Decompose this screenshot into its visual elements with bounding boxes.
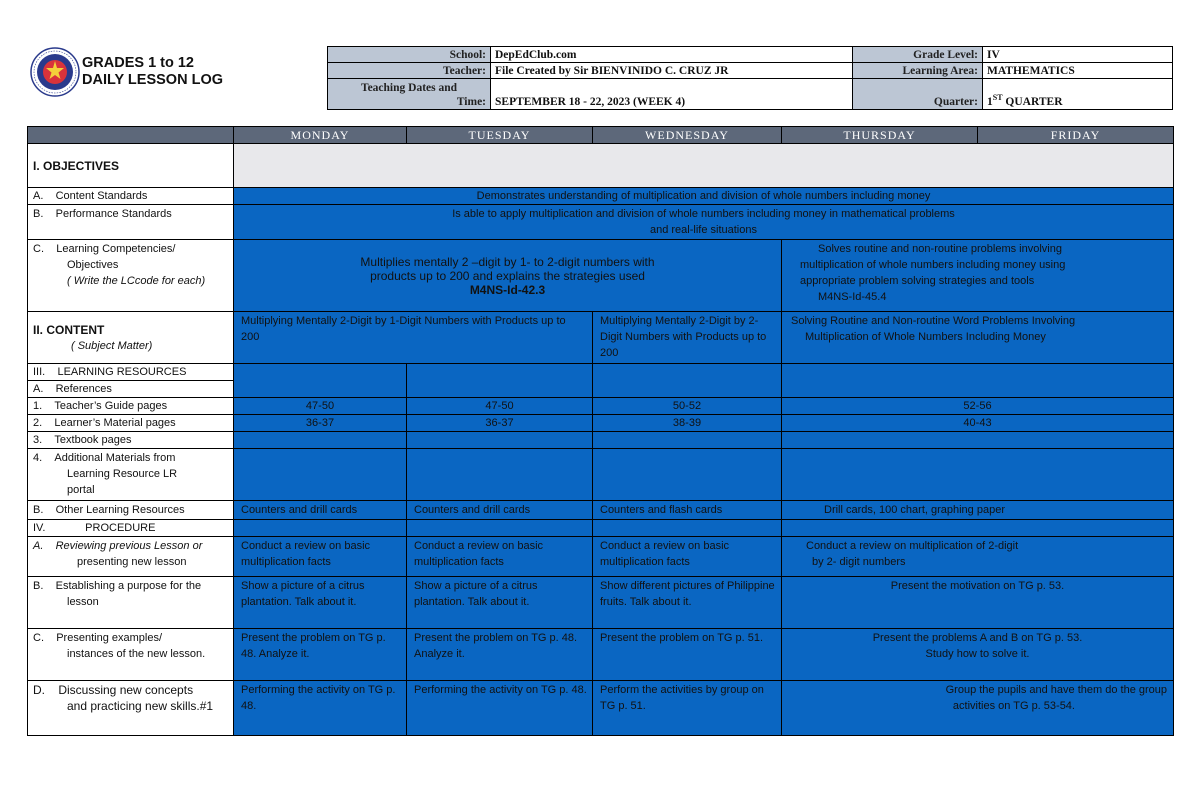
additional-materials-wed: [593, 449, 782, 501]
presenting-label: [28, 629, 234, 681]
textbook-wed: [593, 432, 782, 449]
other-resources-tue: Counters and drill cards: [407, 501, 593, 520]
objectives-row: [28, 144, 1174, 188]
review-wed: Conduct a review on basic multiplication facts: [593, 537, 782, 577]
other-resources-label: B. Other Learning Resources: [28, 501, 234, 520]
content-row: [28, 312, 1174, 364]
purpose-tue: Show a picture of a citrus plantation. Talk about it.: [407, 577, 593, 629]
discussing-tue: Performing the activity on TG p. 48.: [407, 681, 593, 736]
competencies-row: [28, 240, 1174, 312]
presenting-thu-fri: [782, 629, 1174, 681]
content-standards-text: Demonstrates understanding of multiplication and division of whole numbers including money: [234, 188, 1174, 205]
discussing-label-2: and practicing new skills.#1: [67, 699, 214, 713]
lesson-log-table: [27, 126, 1174, 736]
learning-resources-tue: [407, 364, 593, 398]
content-thf-line-2: Multiplication of Whole Numbers Including Money: [805, 331, 1046, 343]
day-wednesday: WEDNESDAY: [593, 127, 782, 144]
learners-material-label: 2. Learner’s Material pages: [28, 415, 234, 432]
additional-materials-label: [28, 449, 234, 501]
procedure-row: [28, 520, 1174, 537]
purpose-label-1: B. Establishing a purpose for the: [33, 580, 202, 592]
performance-standards-label: B. Performance Standards: [28, 205, 234, 240]
discussing-thf-line-2: activities on TG p. 53-54.: [952, 700, 1075, 712]
header-info-table: [327, 46, 1173, 110]
grade-level-label: Grade Level:: [853, 47, 983, 63]
review-mon: Conduct a review on basic multiplication facts: [234, 537, 407, 577]
purpose-row: [28, 577, 1174, 629]
presenting-tue: Present the problem on TG p. 48. Analyze it.: [407, 629, 593, 681]
quarter-suffix: ST: [992, 93, 1003, 103]
procedure-mon: [234, 520, 407, 537]
competencies-thf-code: M4NS-Id-45.4: [818, 291, 887, 303]
content-label-title: II. CONTENT: [33, 322, 105, 337]
textbook-mon: [234, 432, 407, 449]
discussing-thu-fri: [782, 681, 1174, 736]
teaching-dates-label-1: Teaching Dates and: [360, 82, 458, 94]
textbook-label: 3. Textbook pages: [28, 432, 234, 449]
tg-pages-wed: 50-52: [593, 398, 782, 415]
competencies-thf-line-3: appropriate problem solving strategies and tools: [800, 275, 1035, 287]
tg-pages-thu-fri: 52-56: [782, 398, 1174, 415]
presenting-label-2: instances of the new lesson.: [67, 648, 206, 660]
purpose-thu-fri: Present the motivation on TG p. 53.: [782, 577, 1174, 629]
presenting-thf-line-1: Present the problems A and B on TG p. 53.: [872, 632, 1083, 644]
content-label-sub: ( Subject Matter): [71, 339, 153, 352]
presenting-wed: Present the problem on TG p. 51.: [593, 629, 782, 681]
quarter-number: 1: [987, 96, 993, 108]
textbook-tue: [407, 432, 593, 449]
teaching-dates-label-2: Time:: [456, 96, 486, 108]
day-tuesday: TUESDAY: [407, 127, 593, 144]
objectives-label: I. OBJECTIVES: [28, 144, 234, 188]
day-monday: MONDAY: [234, 127, 407, 144]
additional-materials-tue: [407, 449, 593, 501]
review-thu-fri: [782, 537, 1174, 577]
discussing-thf-line-1: Group the pupils and have them do the group: [945, 684, 1167, 696]
textbook-row: [28, 432, 1174, 449]
content-thf-line-1: Solving Routine and Non-routine Word Problems Involving: [791, 315, 1076, 327]
purpose-label-2: lesson: [67, 596, 99, 608]
presenting-row: [28, 629, 1174, 681]
teacher-label: Teacher:: [328, 63, 491, 79]
school-value: DepEdClub.com: [491, 47, 853, 63]
quarter-value: [983, 79, 1173, 110]
additional-materials-mon: [234, 449, 407, 501]
competencies-mtw-line-2: products up to 200 and explains the strategies used: [370, 268, 645, 283]
competencies-label-1: C. Learning Competencies/: [33, 243, 176, 255]
procedure-wed: [593, 520, 782, 537]
other-resources-thu-fri: Drill cards, 100 chart, graphing paper: [782, 501, 1174, 520]
competencies-thf-line-1: Solves routine and non-routine problems involving: [818, 243, 1062, 255]
other-resources-wed: Counters and flash cards: [593, 501, 782, 520]
additional-materials-thu-fri: [782, 449, 1174, 501]
day-friday: FRIDAY: [978, 127, 1174, 144]
learning-area-value: MATHEMATICS: [983, 63, 1173, 79]
discussing-label: [28, 681, 234, 736]
review-thf-line-1: Conduct a review on multiplication of 2-digit: [806, 540, 1019, 552]
teaching-dates-value: SEPTEMBER 18 - 22, 2023 (WEEK 4): [491, 79, 853, 110]
day-header-row: [28, 127, 1174, 144]
review-row: [28, 537, 1174, 577]
learning-resources-wed: [593, 364, 782, 398]
performance-standards-row: [28, 205, 1174, 240]
presenting-mon: Present the problem on TG p. 48. Analyze it.: [234, 629, 407, 681]
performance-standards-line-2: and real-life situations: [649, 224, 757, 236]
teachers-guide-row: [28, 398, 1174, 415]
competencies-label-3: ( Write the LCcode for each): [67, 275, 206, 287]
lm-pages-tue: 36-37: [407, 415, 593, 432]
textbook-thu-fri: [782, 432, 1174, 449]
additional-materials-label-3: portal: [67, 484, 95, 496]
day-header-corner: [28, 127, 234, 144]
procedure-label: IV. PROCEDURE: [28, 520, 234, 537]
discussing-row: [28, 681, 1174, 736]
quarter-word: QUARTER: [1005, 96, 1063, 108]
content-wed: Multiplying Mentally 2-Digit by 2-Digit Numbers with Products up to 200: [593, 312, 782, 364]
purpose-label: [28, 577, 234, 629]
additional-materials-label-1: 4. Additional Materials from: [33, 452, 176, 464]
presenting-label-1: C. Presenting examples/: [33, 632, 163, 644]
learning-resources-label: III. LEARNING RESOURCES: [28, 364, 234, 381]
discussing-label-1: D. Discussing new concepts: [33, 683, 194, 697]
title-line-2: DAILY LESSON LOG: [82, 72, 223, 88]
content-standards-row: [28, 188, 1174, 205]
competencies-mtw-line-1: Multiplies mentally 2 –digit by 1- to 2-digit numbers with: [360, 254, 655, 269]
competencies-thu-fri: [782, 240, 1174, 312]
teachers-guide-label: 1. Teacher’s Guide pages: [28, 398, 234, 415]
purpose-mon: Show a picture of a citrus plantation. Talk about it.: [234, 577, 407, 629]
purpose-wed: Show different pictures of Philippine fruits. Talk about it.: [593, 577, 782, 629]
lm-pages-wed: 38-39: [593, 415, 782, 432]
other-resources-row: [28, 501, 1174, 520]
competencies-label: [28, 240, 234, 312]
school-label: School:: [328, 47, 491, 63]
review-label-1: A. Reviewing previous Lesson or: [33, 540, 203, 552]
content-label: [28, 312, 234, 364]
performance-standards-text: [234, 205, 1174, 240]
grade-level-value: IV: [983, 47, 1173, 63]
content-mon-tue: Multiplying Mentally 2-Digit by 1-Digit Numbers with Products up to 200: [234, 312, 593, 364]
lm-pages-mon: 36-37: [234, 415, 407, 432]
teaching-dates-label: [328, 79, 491, 110]
learning-area-label: Learning Area:: [853, 63, 983, 79]
learning-resources-thu-fri: [782, 364, 1174, 398]
discussing-wed: Perform the activities by group on TG p. 51.: [593, 681, 782, 736]
learning-resources-mon: [234, 364, 407, 398]
deped-seal-logo: [30, 47, 80, 97]
additional-materials-row: [28, 449, 1174, 501]
lm-pages-thu-fri: 40-43: [782, 415, 1174, 432]
discussing-mon: Performing the activity on TG p. 48.: [234, 681, 407, 736]
presenting-thf-line-2: Study how to solve it.: [925, 648, 1030, 660]
competencies-mtw-code: M4NS-Id-42.3: [469, 282, 546, 297]
review-thf-line-2: by 2- digit numbers: [812, 556, 906, 568]
review-tue: Conduct a review on basic multiplication facts: [407, 537, 593, 577]
day-thursday: THURSDAY: [782, 127, 978, 144]
learners-material-row: [28, 415, 1174, 432]
competencies-thf-line-2: multiplication of whole numbers including money using: [800, 259, 1066, 271]
procedure-tue: [407, 520, 593, 537]
tg-pages-tue: 47-50: [407, 398, 593, 415]
teacher-value: File Created by Sir BIENVINIDO C. CRUZ JR: [491, 63, 853, 79]
quarter-label: Quarter:: [853, 79, 983, 110]
references-label: A. References: [28, 381, 234, 398]
content-thu-fri: [782, 312, 1174, 364]
learning-resources-row: [28, 364, 1174, 381]
objectives-cell: [234, 144, 1174, 188]
competencies-mon-wed: [234, 240, 782, 312]
review-label-2: presenting new lesson: [77, 556, 187, 568]
content-standards-label: A. Content Standards: [28, 188, 234, 205]
review-label: [28, 537, 234, 577]
additional-materials-label-2: Learning Resource LR: [67, 468, 178, 480]
procedure-thu-fri: [782, 520, 1174, 537]
document-title: [82, 55, 223, 89]
title-line-1: GRADES 1 to 12: [82, 55, 194, 71]
competencies-label-2: Objectives: [67, 259, 119, 271]
other-resources-mon: Counters and drill cards: [234, 501, 407, 520]
tg-pages-mon: 47-50: [234, 398, 407, 415]
performance-standards-line-1: Is able to apply multiplication and division of whole numbers including money in mathematical problems: [452, 208, 955, 220]
